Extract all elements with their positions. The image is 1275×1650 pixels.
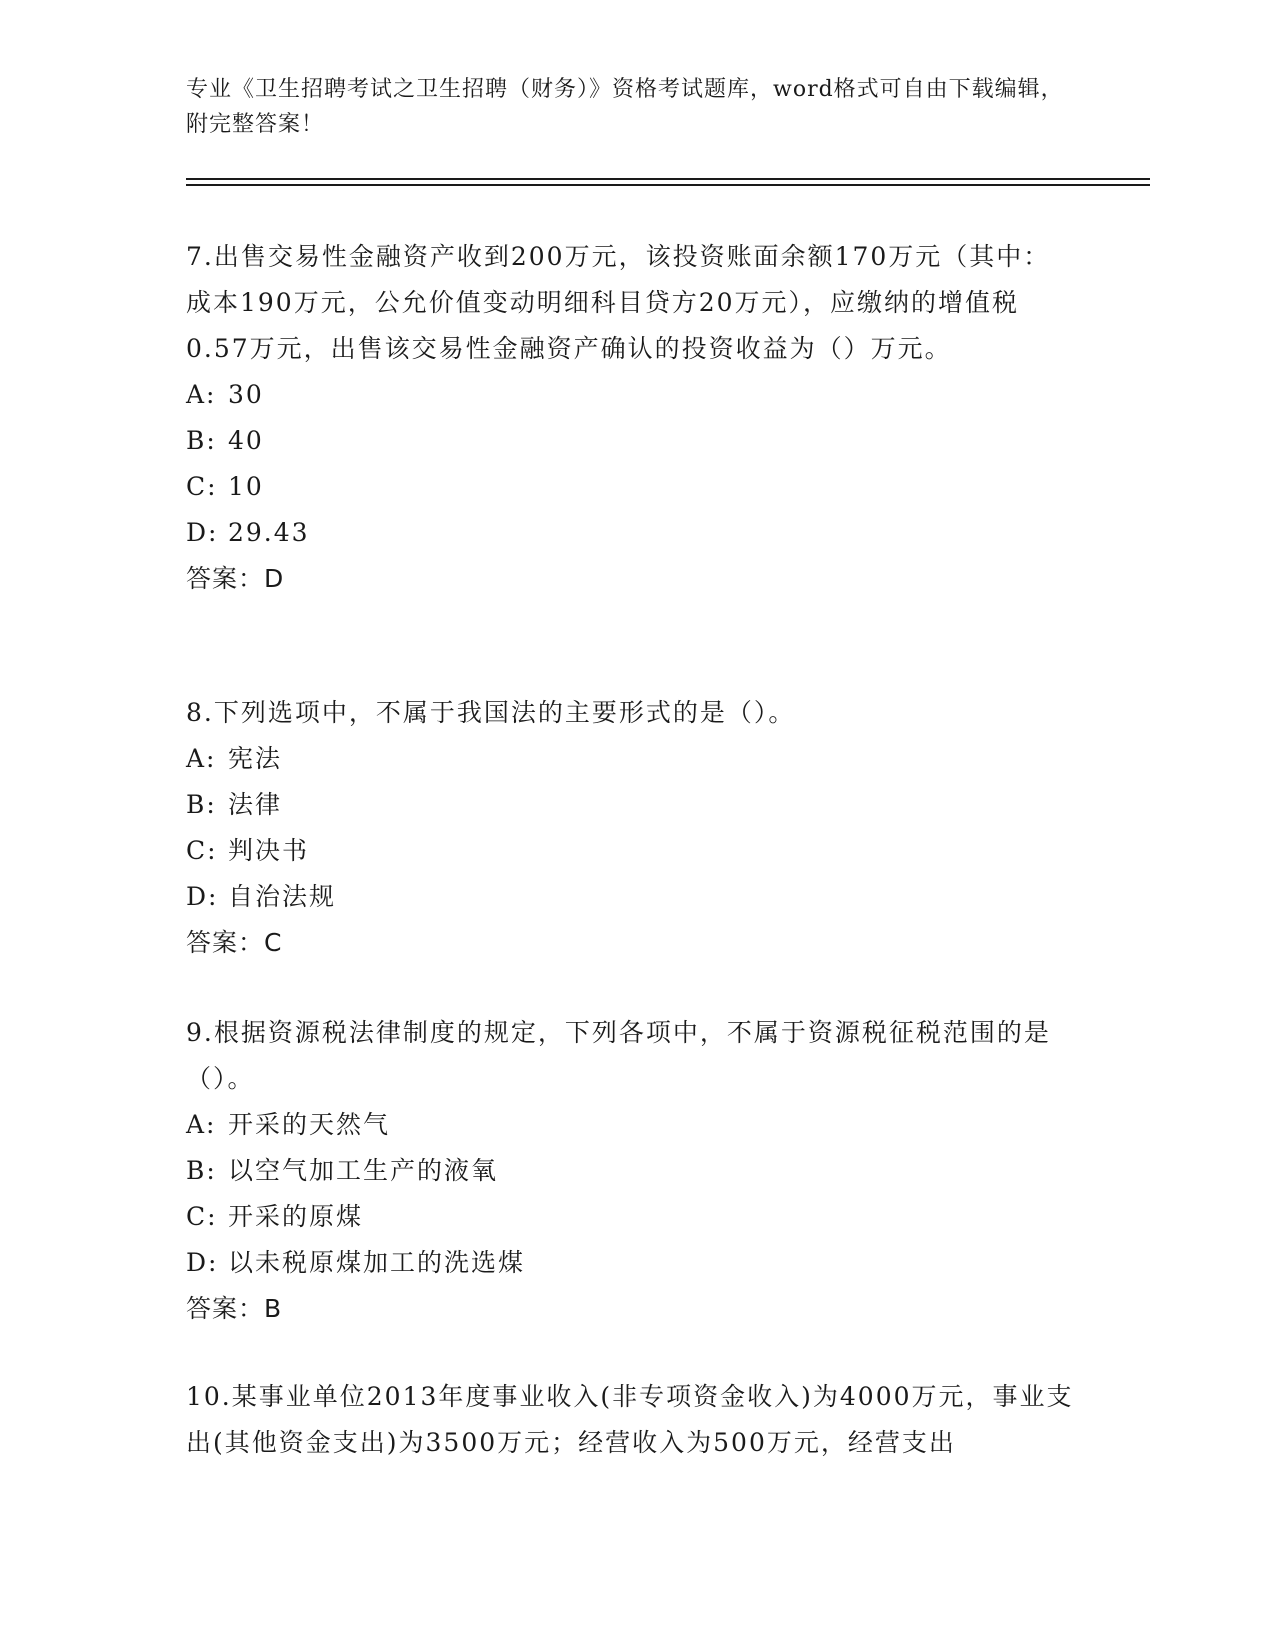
option-text: 自治法规 [228,882,337,911]
option-label: D: [186,518,219,547]
option-b [186,418,1076,464]
question-7 [186,234,1076,602]
option-c [186,1194,1076,1240]
option-text: 开采的天然气 [228,1110,391,1139]
document-header: 专业《卫生招聘考试之卫生招聘（财务）》资格考试题库，word格式可自由下载编辑，附完整答案！ [186,77,1064,137]
answer-line: 答案：B [186,1294,283,1323]
option-text: 判决书 [228,836,310,865]
option-label: C: [186,1202,218,1231]
option-a [186,736,1076,782]
question-text: 9.根据资源税法律制度的规定，下列各项中，不属于资源税征税范围的是（）。 [186,1018,1051,1093]
option-text: 以空气加工生产的液氧 [228,1156,499,1185]
question-text: 7.出售交易性金融资产收到200万元，该投资账面余额170万元（其中：成本190万元，公允价值变动明细科目贷方20万元），应缴纳的增值税0.57万元，出售该交易性金融资产确认的投资收益为（）万元。 [186,242,1051,363]
option-text: 29.43 [228,518,310,547]
option-label: A: [186,1110,217,1139]
header-divider-top [186,178,1150,180]
option-text: 宪法 [228,744,283,773]
answer-line: 答案：C [186,928,283,957]
option-a [186,372,1076,418]
question-8 [186,690,1076,966]
option-label: C: [186,472,218,501]
question-9 [186,1010,1076,1332]
option-text: 以未税原煤加工的洗选煤 [228,1248,526,1277]
option-label: A: [186,380,217,409]
option-label: B: [186,790,217,819]
option-text: 10 [228,472,264,501]
option-label: C: [186,836,218,865]
option-b [186,1148,1076,1194]
question-10 [186,1374,1076,1466]
option-a [186,1102,1076,1148]
option-label: B: [186,1156,217,1185]
option-d [186,874,1076,920]
option-c [186,828,1076,874]
question-text: 8.下列选项中，不属于我国法的主要形式的是（）。 [186,698,796,727]
option-d [186,510,1076,556]
answer-line: 答案：D [186,564,285,593]
option-text: 40 [228,426,264,455]
option-d [186,1240,1076,1286]
option-label: D: [186,882,219,911]
option-label: D: [186,1248,219,1277]
option-text: 30 [228,380,264,409]
option-text: 法律 [228,790,283,819]
option-text: 开采的原煤 [228,1202,364,1231]
header-divider-bottom [186,184,1150,186]
option-label: B: [186,426,217,455]
question-text: 10.某事业单位2013年度事业收入(非专项资金收入)为4000万元，事业支出(其他资金支出)为3500万元；经营收入为500万元，经营支出 [186,1382,1074,1457]
option-label: A: [186,744,217,773]
option-b [186,782,1076,828]
option-c [186,464,1076,510]
